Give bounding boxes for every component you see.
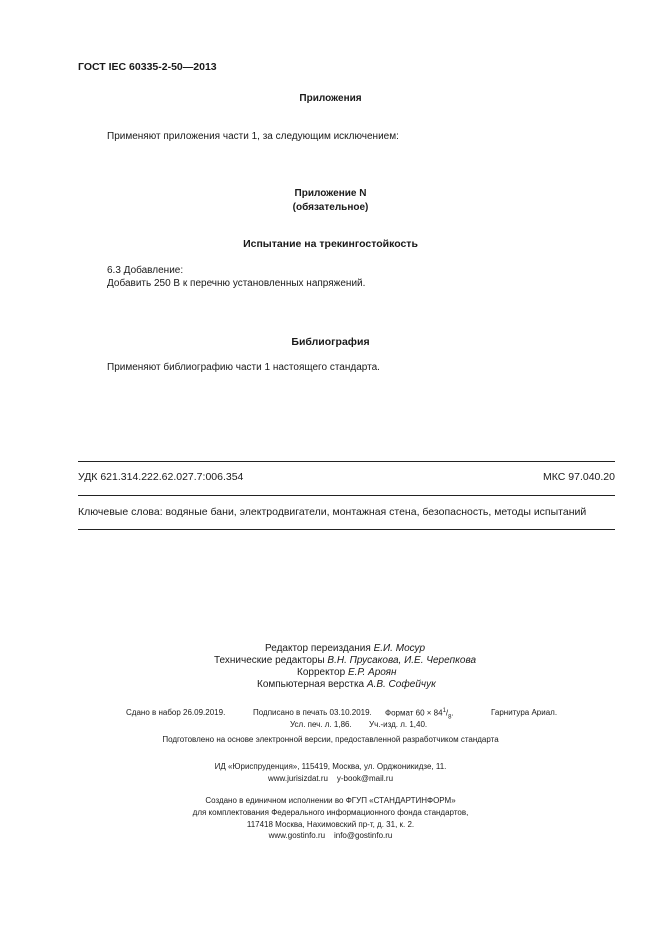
divider-top [78,461,615,462]
annex-n-heading: Испытание на трекингостойкость [243,238,418,250]
bibliography-text: Применяют библиографию части 1 настоящего стандарта. [107,362,380,373]
credit-layout: Компьютерная верстка А.В. Софейчук [257,679,436,690]
publisher-line4: для комплектования Федерального информационного фонда стандартов, [192,808,469,817]
annex-n-line1: 6.3 Добавление: [107,265,184,276]
print-prepared: Подготовлено на основе электронной версии, предоставленной разработчиком стандарта [162,735,499,744]
udk-code: УДК 621.314.222.62.027.7:006.354 [78,471,244,483]
print-sheets: Усл. печ. л. 1,86. [290,720,352,729]
keywords: Ключевые слова: водяные бани, электродвигатели, монтажная стена, безопасность, методы испытаний [78,506,587,518]
appendices-title: Приложения [299,93,362,104]
credit-tech-editors: Технические редакторы В.Н. Прусакова, И.Е. Черепкова [214,655,477,666]
bibliography-title: Библиография [291,336,370,348]
publisher-line6: www.gostinfo.ru info@gostinfo.ru [268,831,393,840]
print-font: Гарнитура Ариал. [491,708,558,717]
print-pub-sheets: Уч.-изд. л. 1,40. [369,720,428,729]
publisher-line1: ИД «Юриспруденция», 115419, Москва, ул. Орджоникидзе, 11. [214,762,447,771]
annex-n-line2: Добавить 250 В к перечню установленных напряжений. [107,278,366,289]
credit-editor: Редактор переиздания Е.И. Мосур [265,643,426,654]
annex-n-title: Приложение N [294,188,367,199]
publisher-line3: Создано в единичном исполнении во ФГУП «СТАНДАРТИНФОРМ» [205,796,456,805]
appendices-text: Применяют приложения части 1, за следующим исключением: [107,131,399,142]
annex-n-subtitle: (обязательное) [292,202,369,213]
publisher-line5: 117418 Москва, Нахимовский пр-т, д. 31, к. 2. [246,820,415,829]
publisher-line2: www.jurisizdat.ru y-book@mail.ru [267,774,394,783]
print-submitted: Сдано в набор 26.09.2019. [126,708,226,717]
print-format: Формат $60 \times 84^1/_8$. [385,708,454,721]
mks-code: МКС 97.040.20 [543,471,615,483]
document-code: ГОСТ IEC 60335-2-50—2013 [78,61,217,73]
divider-middle [78,495,615,496]
credit-corrector: Корректор Е.Р. Ароян [297,667,397,678]
print-signed: Подписано в печать 03.10.2019. [253,708,372,717]
divider-bottom [78,529,615,530]
